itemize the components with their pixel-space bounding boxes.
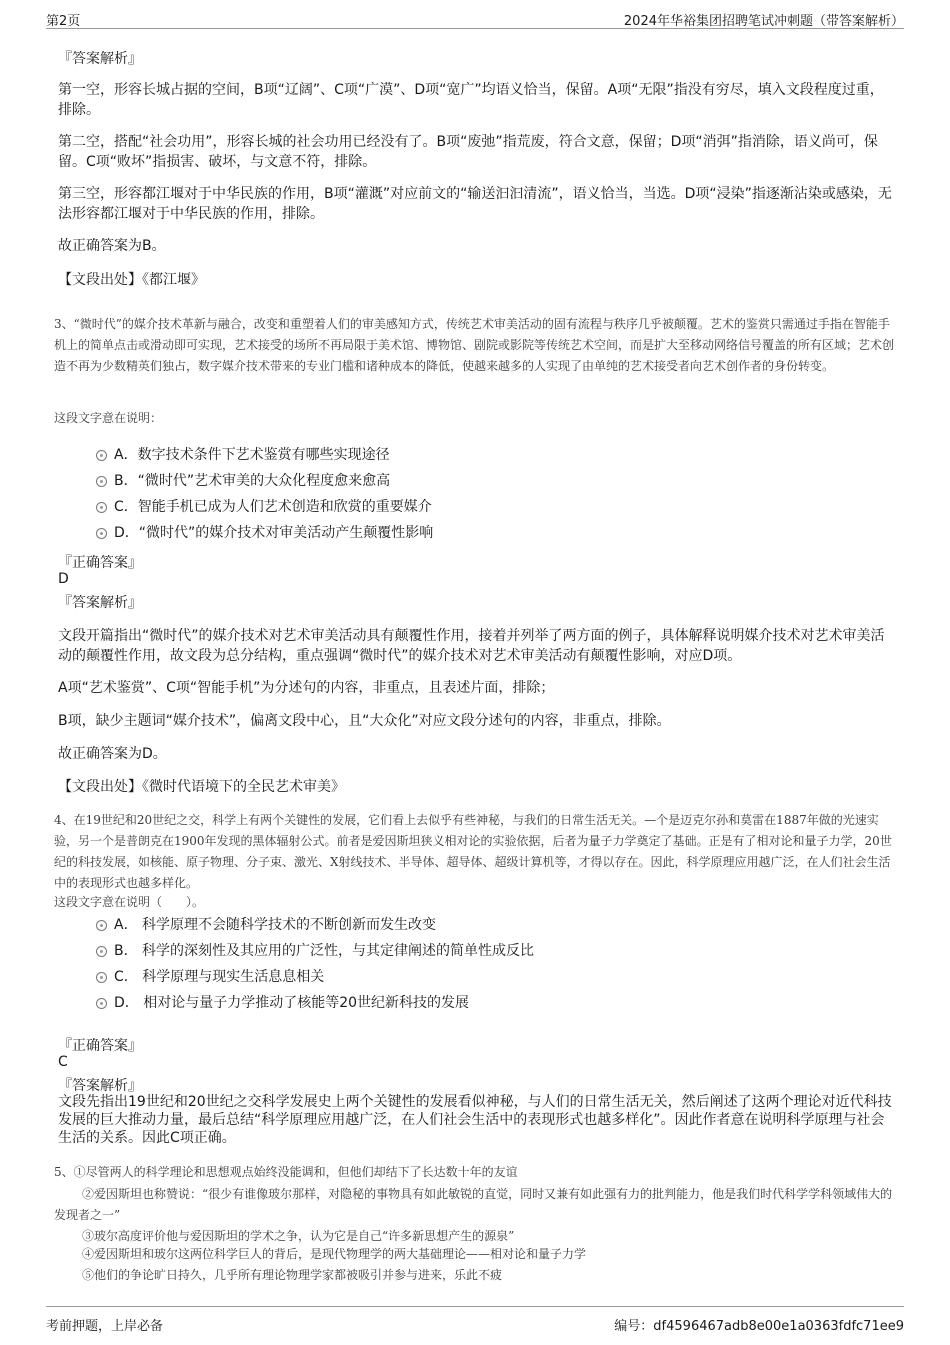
footer-slogan: 考前押题，上岸必备 (46, 1319, 164, 1334)
q5-sentence-4: ④爱因斯坦和玻尔这两位科学巨人的背后，是现代物理学的两大基础理论——相对论和量子力学 (82, 1247, 587, 1261)
q4-option-a-label: A． 科学原理不会随科学技术的不断创新而发生改变 (114, 917, 437, 933)
page-number: 第2页 (46, 14, 81, 29)
q4-answer-tag: 『正确答案』 (58, 1038, 142, 1054)
q4-analysis: 文段先指出19世纪和20世纪之交科学发展史上两个关键性的发展看似神秘，与人们的日常生活无关，然后阐述了这两个理论对近代科技发展的巨大推动力量，最后总结“科学原理应用越广泛，在人们社会生活中的表现形式也越多样化”。因此作者意在说明科学原理与社会生活的关系。因此C项正确。 (58, 1094, 892, 1146)
q3-option-d-label: D．“微时代”的媒介技术对审美活动产生颠覆性影响 (114, 525, 434, 541)
q3-answer: D (58, 571, 69, 587)
q2-analysis-tag: 『答案解析』 (58, 51, 142, 67)
q2-source: 【文段出处】《都江堰》 (58, 272, 205, 288)
radio-icon[interactable] (96, 528, 107, 539)
document-title: 2024年华裕集团招聘笔试冲刺题（带答案解析） (623, 14, 904, 29)
q5-sentence-1: 5、①尽管两人的科学理论和思想观点始终没能调和，但他们却结下了长达数十年的友谊 (54, 1165, 518, 1179)
q4-answer: C (58, 1054, 68, 1070)
q3-option-b-label: B．“微时代”艺术审美的大众化程度愈来愈高 (114, 473, 391, 489)
page-header (46, 8, 904, 29)
q3-stem: 3、“微时代”的媒介技术革新与融合，改变和重塑着人们的审美感知方式，传统艺术审美活动的固有流程与秩序几乎被颠覆。艺术的鉴赏只需通过手指在智能手机上的简单点击或滑动即可实现，艺术接受的场所不再局限于美术馆、博物馆、剧院或影院等传统艺术空间，而是扩大至移动网络信号覆盖的所有区域；艺术创造不再为少数精英们独占，数字媒介技术带来的专业门槛和诸种成本的降低，使越来越多的人实现了由单纯的艺术接受者向艺术创作者的身份转变。 (54, 317, 895, 373)
q2-analysis-paragraph-2: 第二空，搭配“社会功用”，形容长城的社会功用已经没有了。B项“废弛”指荒废，符合文意，保留；D项“消弭”指消除，语义尚可，保留。C项“败坏”指损害、破坏，与文意不符，排除。 (58, 134, 878, 170)
q4-option-b-label: B． 科学的深刻性及其应用的广泛性，与其定律阐述的简单性成反比 (114, 943, 535, 959)
q3-question: 这段文字意在说明： (54, 411, 163, 425)
q3-analysis-tag: 『答案解析』 (58, 595, 142, 611)
q3-option-a-label: A．数字技术条件下艺术鉴赏有哪些实现途径 (114, 447, 390, 463)
radio-icon[interactable] (96, 450, 107, 461)
q4-question: 这段文字意在说明（ ）。 (54, 895, 205, 909)
q3-answer-tag: 『正确答案』 (58, 555, 142, 571)
q3-conclusion: 故正确答案为D。 (58, 746, 167, 762)
q2-analysis-paragraph-1: 第一空，形容长城占据的空间，B项“辽阔”、C项“广漠”、D项“宽广”均语义恰当，保留。A项“无限”指没有穷尽，填入文段程度过重，排除。 (58, 82, 884, 118)
q4-analysis-tag: 『答案解析』 (58, 1078, 142, 1094)
radio-icon[interactable] (96, 998, 107, 1009)
q4-option-d-label: D． 相对论与量子力学推动了核能等20世纪新科技的发展 (114, 995, 470, 1011)
document-serial: 编号：df4596467adb8e00e1a0363fdfc71ee9 (614, 1319, 904, 1334)
q2-analysis-paragraph-3: 第三空，形容都江堰对于中华民族的作用，B项“灌溉”对应前文的“输送汩汩清流”，语义恰当，当选。D项“浸染”指逐渐沾染或感染，无法形容都江堰对于中华民族的作用，排除。 (58, 186, 892, 222)
q5-sentence-2: ②爱因斯坦也称赞说：“很少有谁像玻尔那样，对隐秘的事物具有如此敏锐的直觉，同时又兼有如此强有力的批判能力，他是我们时代科学学科领域伟大的发现者之一” (54, 1187, 893, 1222)
q4-stem: 4、在19世纪和20世纪之交，科学上有两个关键性的发展，它们看上去似乎有些神秘，与我们的日常生活无关。—个是迈克尔孙和莫雷在1887年做的光速实验，另一个是普朗克在1900年发现的黑体辐射公式。前者是爱因斯坦狭义相对论的实验依据，后者为量子力学奠定了基础。正是有了相对论和量子力学，20世纪的科技发展，如核能、原子物理、分子束、激光、X射线技术、半导体、超导体、超级计算机等，才得以存在。因此，科学原理应用越广泛，在人们社会生活中的表现形式也越多样化。 (54, 813, 892, 890)
q2-conclusion: 故正确答案为B。 (58, 238, 166, 254)
radio-icon[interactable] (96, 502, 107, 513)
radio-icon[interactable] (96, 946, 107, 957)
page-footer (46, 1306, 904, 1334)
radio-icon[interactable] (96, 920, 107, 931)
q5-sentence-5: ⑤他们的争论旷日持久，几乎所有理论物理学家都被吸引并参与进来，乐此不疲 (82, 1268, 503, 1282)
q3-analysis-paragraph-3: B项，缺少主题词“媒介技术”，偏离文段中心，且“大众化”对应文段分述句的内容，非重点，排除。 (58, 713, 671, 729)
radio-icon[interactable] (96, 476, 107, 487)
radio-icon[interactable] (96, 972, 107, 983)
q3-option-c-label: C．智能手机已成为人们艺术创造和欣赏的重要媒介 (114, 499, 432, 515)
q3-analysis-paragraph-1: 文段开篇指出“微时代”的媒介技术对艺术审美活动具有颠覆性作用，接着并列举了两方面的例子，具体解释说明媒介技术对艺术审美活动的颠覆性作用，故文段为总分结构，重点强调“微时代”的媒介技术对艺术审美活动有颠覆性影响，对应D项。 (58, 628, 885, 664)
q3-source: 【文段出处】《微时代语境下的全民艺术审美》 (58, 779, 345, 795)
q3-analysis-paragraph-2: A项“艺术鉴赏”、C项“智能手机”为分述句的内容，非重点，且表述片面，排除； (58, 680, 555, 696)
q4-option-c-label: C． 科学原理与现实生活息息相关 (114, 969, 325, 985)
q5-sentence-3: ③玻尔高度评价他与爱因斯坦的学术之争，认为它是自己“许多新思想产生的源泉” (82, 1229, 515, 1243)
